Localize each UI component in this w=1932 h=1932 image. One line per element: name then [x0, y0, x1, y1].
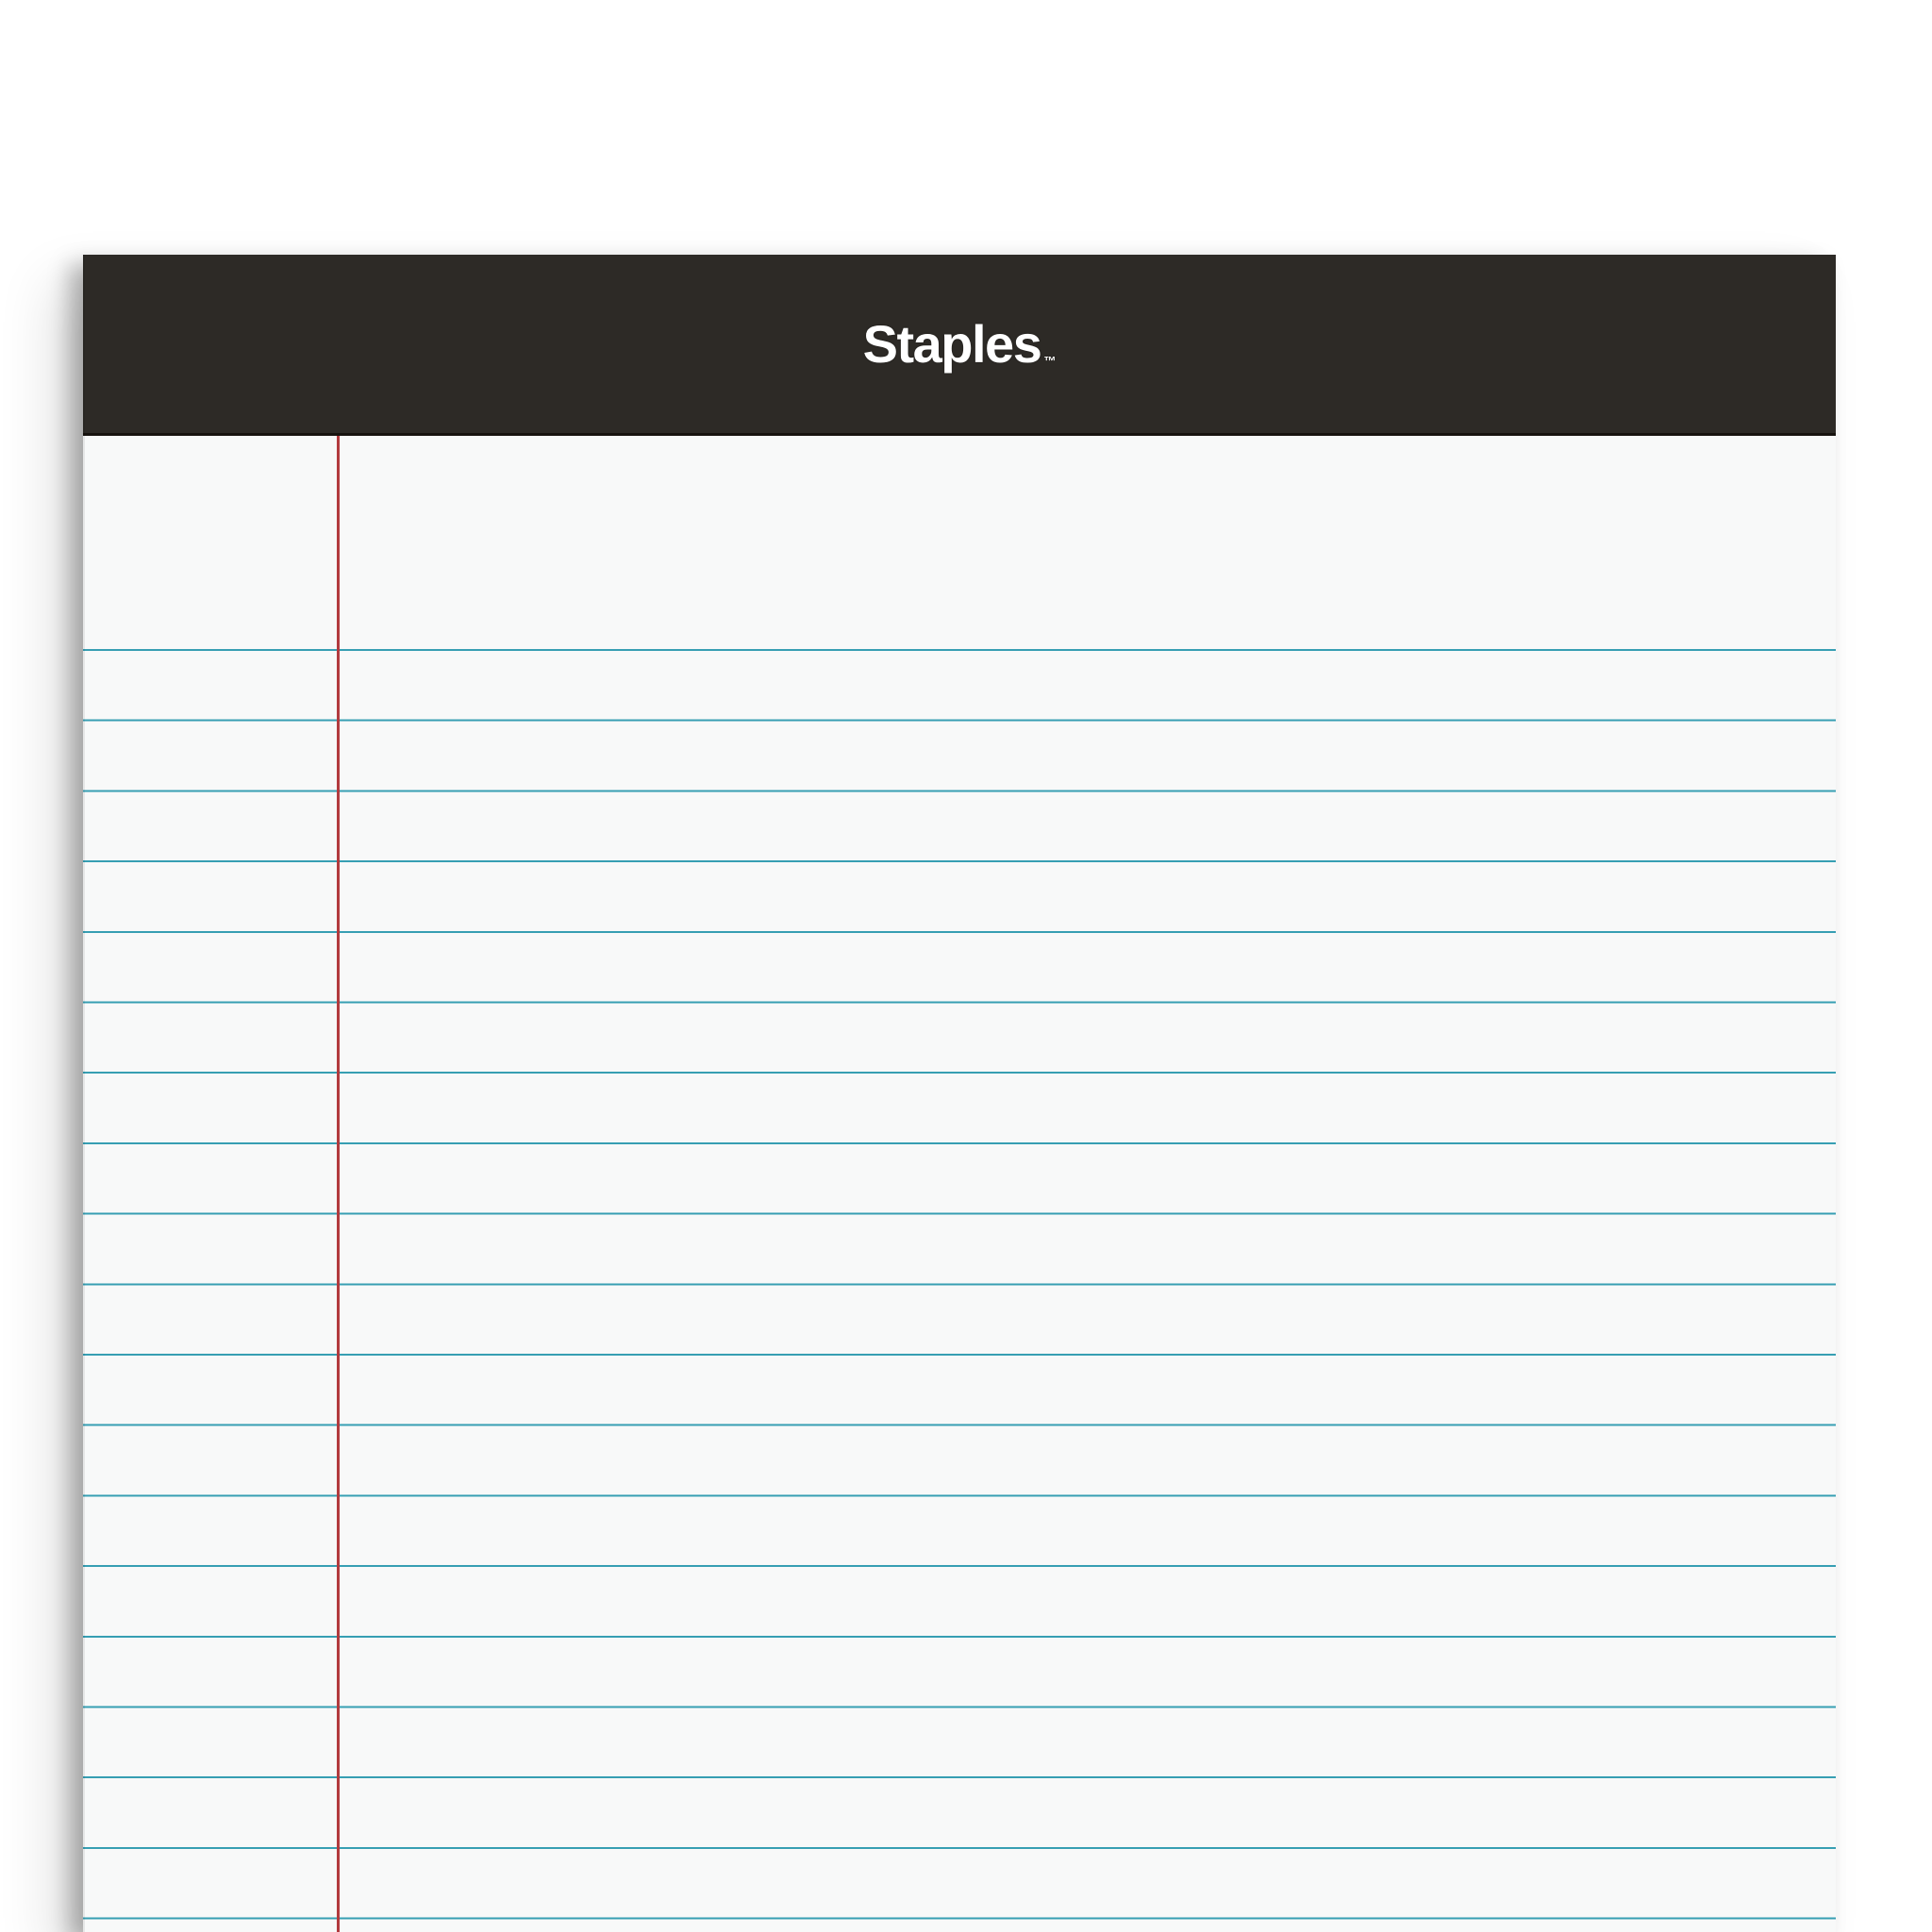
brand-logo — [862, 313, 1057, 374]
pad-header-band — [83, 255, 1836, 436]
legal-pad — [83, 255, 1836, 1932]
pad-paper — [83, 436, 1836, 1932]
brand-logo-text: Staples — [862, 313, 1041, 374]
trademark-symbol: ™ — [1043, 353, 1057, 368]
margin-line — [337, 436, 340, 1932]
ruled-lines — [83, 649, 1836, 1932]
